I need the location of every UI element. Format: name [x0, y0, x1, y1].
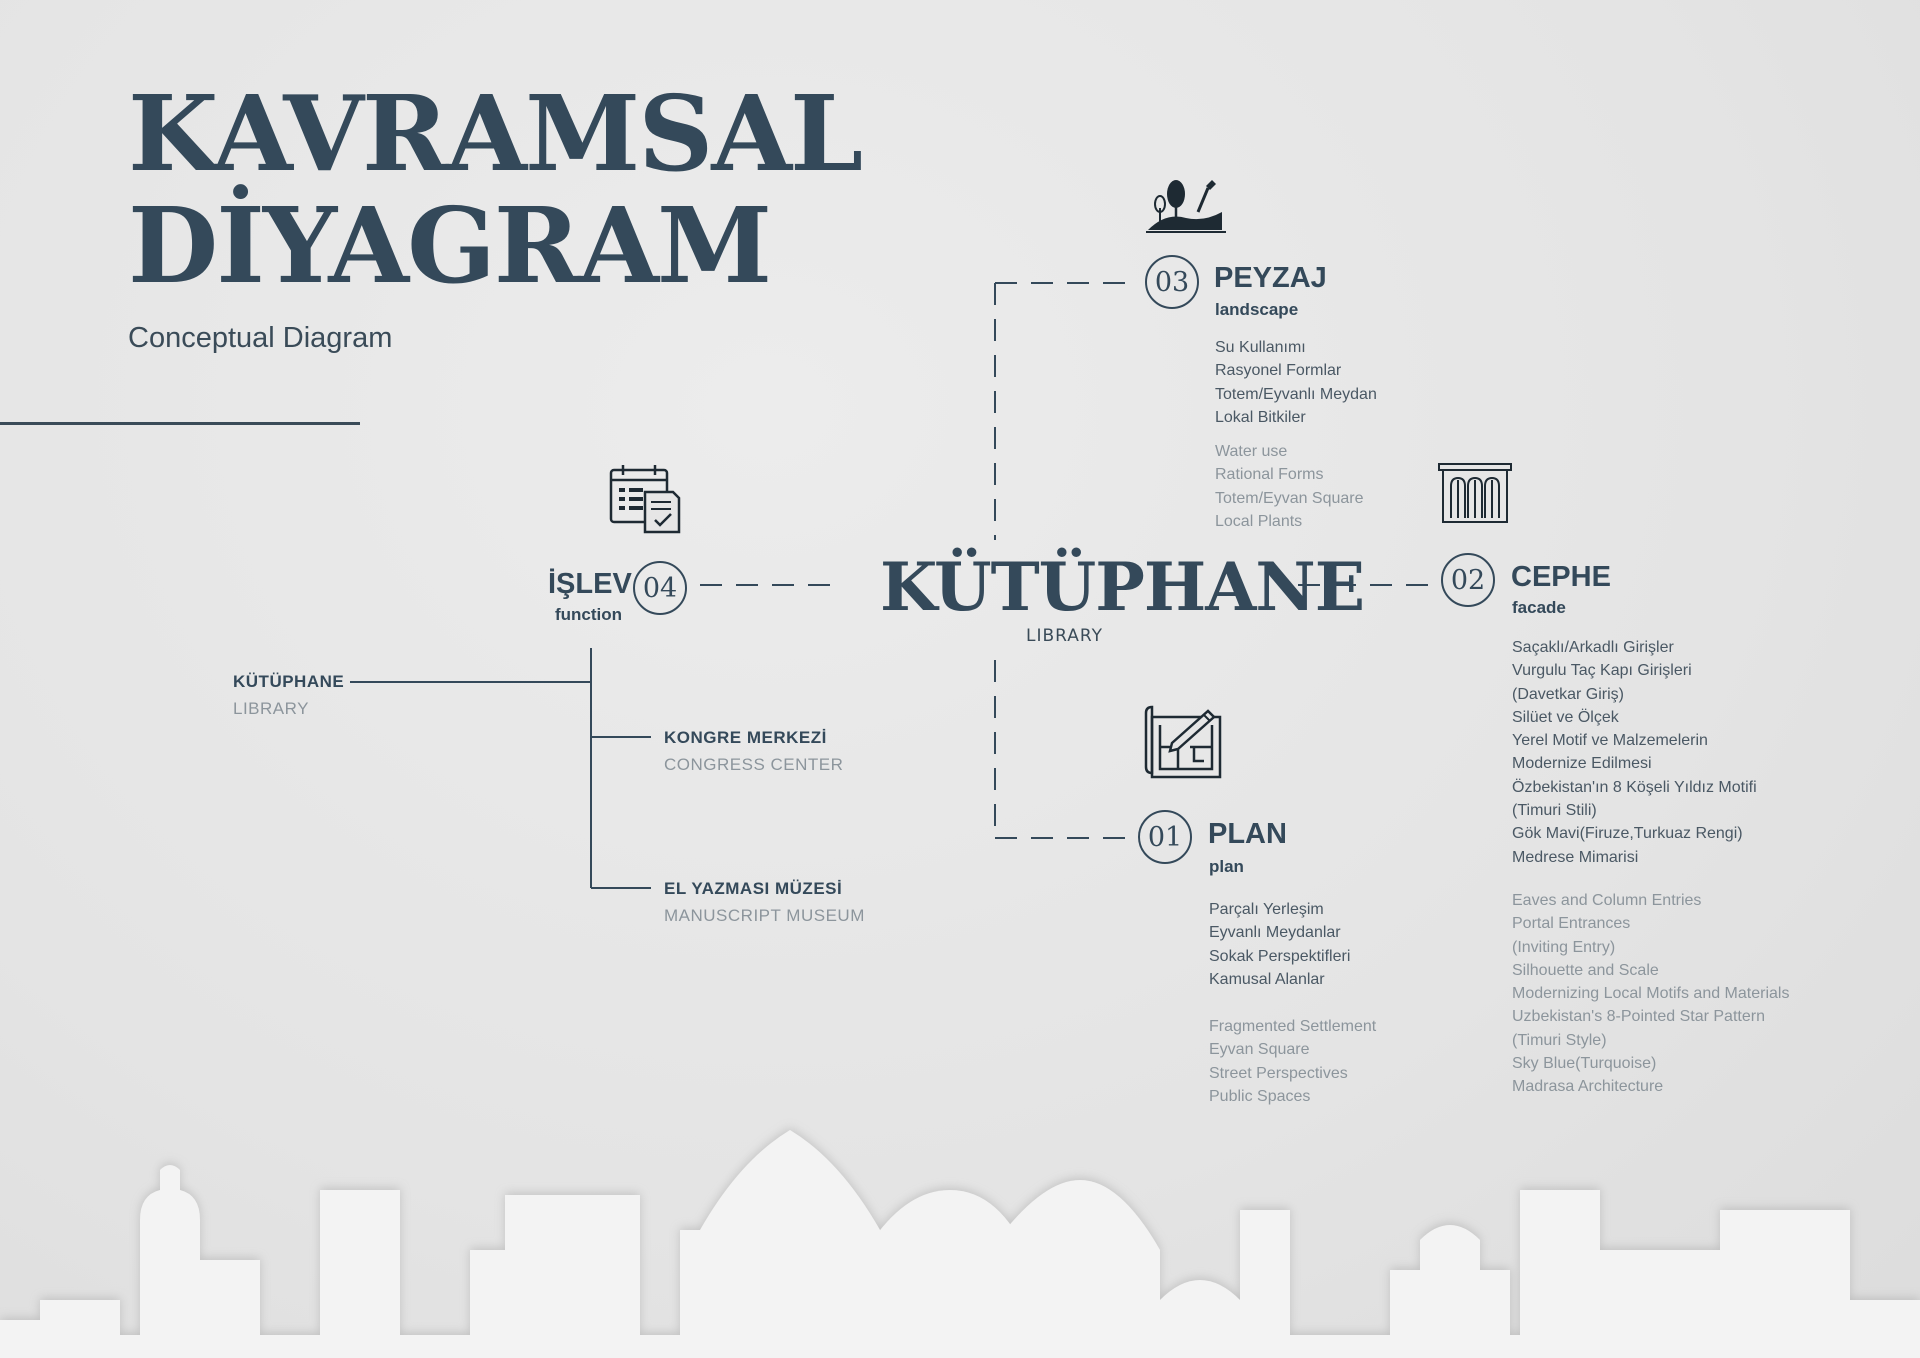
- cephe-tr-item: Vurgulu Taç Kapı Girişleri: [1512, 662, 1692, 680]
- peyzaj-tr-item: Su Kullanımı: [1215, 339, 1306, 356]
- cephe-tr-item: (Davetkar Giriş): [1512, 685, 1625, 703]
- plan-list-tr: [1209, 898, 1350, 991]
- peyzaj-tr-item: Lokal Bitkiler: [1215, 408, 1306, 426]
- cephe-tr-item: Modernize Edilmesi: [1512, 755, 1652, 773]
- title-line-1: KAVRAMSAL: [128, 72, 862, 195]
- cephe-tr-item: Yerel Motif ve Malzemelerin: [1512, 732, 1708, 750]
- cephe-en-item: Modernizing Local Motifs and Materials: [1512, 985, 1790, 1003]
- plan-tr-item: Sokak Perspektifleri: [1209, 947, 1351, 965]
- islev-title: İŞLEV: [548, 568, 632, 600]
- peyzaj-en-item: Local Plants: [1215, 512, 1303, 530]
- plan-en-item: Eyvan Square: [1209, 1041, 1310, 1059]
- cephe-en-item: (Timuri Style): [1512, 1031, 1607, 1049]
- branch-main-label: KÜTÜPHANE: [233, 672, 345, 691]
- title-divider: [0, 422, 360, 425]
- peyzaj-en-item: Rational Forms: [1215, 466, 1324, 484]
- landscape-trees-pen-icon: [1146, 172, 1226, 236]
- cephe-en-item: (Inviting Entry): [1512, 938, 1616, 956]
- facade-arched-windows-icon: [1437, 462, 1513, 524]
- cephe-en-item: Madrasa Architecture: [1512, 1078, 1664, 1096]
- islev-subtitle: function: [555, 605, 623, 624]
- peyzaj-en-item: Water use: [1215, 443, 1288, 460]
- cephe-tr-item: Özbekistan'ın 8 Köşeli Yıldız Motifi: [1512, 778, 1757, 796]
- peyzaj-en-item: Totem/Eyvan Square: [1215, 489, 1364, 507]
- peyzaj-number-badge: 03: [1145, 255, 1199, 309]
- branch-sub-label: CONGRESS CENTER: [664, 755, 844, 774]
- cephe-list-tr: [1512, 636, 1757, 869]
- calendar-document-icon: [607, 462, 683, 534]
- islev-branch-library-label: [233, 672, 344, 719]
- islev-branch-congress-label: [664, 728, 843, 775]
- plan-subtitle: plan: [1209, 857, 1244, 876]
- plan-title: PLAN: [1208, 818, 1287, 850]
- peyzaj-title: PEYZAJ: [1214, 262, 1327, 294]
- cephe-subtitle: facade: [1512, 598, 1566, 617]
- cephe-en-item: Silhouette and Scale: [1512, 961, 1659, 979]
- cephe-tr-item: Medrese Mimarisi: [1512, 848, 1639, 866]
- page-title: [128, 72, 862, 307]
- peyzaj-tr-item: Rasyonel Formlar: [1215, 362, 1342, 380]
- islev-branch-museum-label: [664, 879, 865, 926]
- title-line-2: DİYAGRAM: [128, 184, 771, 307]
- cephe-title: CEPHE: [1511, 561, 1611, 593]
- peyzaj-subtitle: landscape: [1215, 300, 1299, 319]
- plan-tr-item: Kamusal Alanlar: [1209, 970, 1325, 988]
- plan-tr-item: Eyvanlı Meydanlar: [1209, 924, 1341, 942]
- cephe-tr-item: Silüet ve Ölçek: [1512, 708, 1619, 726]
- peyzaj-tr-item: Totem/Eyvanlı Meydan: [1215, 385, 1377, 403]
- plan-en-item: Street Perspectives: [1209, 1064, 1348, 1082]
- peyzaj-list-en: [1215, 440, 1364, 533]
- cephe-en-item: Uzbekistan's 8-Pointed Star Pattern: [1512, 1008, 1765, 1026]
- branch-sub-label: MANUSCRIPT MUSEUM: [664, 906, 865, 925]
- plan-en-item: Public Spaces: [1209, 1087, 1311, 1105]
- peyzaj-list-tr: [1215, 336, 1377, 429]
- page-subtitle: Conceptual Diagram: [128, 322, 393, 354]
- plan-number-badge: 01: [1138, 810, 1192, 864]
- cephe-tr-item: Saçaklı/Arkadlı Girişler: [1512, 639, 1674, 656]
- islev-number-badge: 04: [633, 561, 687, 615]
- cephe-number-badge: 02: [1441, 553, 1495, 607]
- floor-plan-pencil-icon: [1142, 703, 1224, 781]
- branch-sub-label: LIBRARY: [233, 699, 309, 718]
- cephe-en-item: Eaves and Column Entries: [1512, 892, 1702, 909]
- cephe-en-item: Sky Blue(Turquoise): [1512, 1055, 1657, 1073]
- plan-list-en: [1209, 1015, 1376, 1108]
- center-subtitle: LIBRARY: [1026, 626, 1104, 646]
- center-title: KÜTÜPHANE: [880, 548, 1365, 626]
- cephe-tr-item: Gök Mavi(Firuze,Turkuaz Rengi): [1512, 825, 1743, 843]
- plan-en-item: Fragmented Settlement: [1209, 1018, 1377, 1035]
- cephe-list-en: [1512, 889, 1789, 1099]
- plan-tr-item: Parçalı Yerleşim: [1209, 901, 1324, 918]
- cephe-tr-item: (Timuri Stili): [1512, 802, 1597, 820]
- branch-main-label: KONGRE MERKEZİ: [664, 728, 827, 747]
- branch-main-label: EL YAZMASI MÜZESİ: [664, 879, 843, 898]
- city-skyline-silhouette: [0, 1100, 1920, 1358]
- cephe-en-item: Portal Entrances: [1512, 915, 1631, 933]
